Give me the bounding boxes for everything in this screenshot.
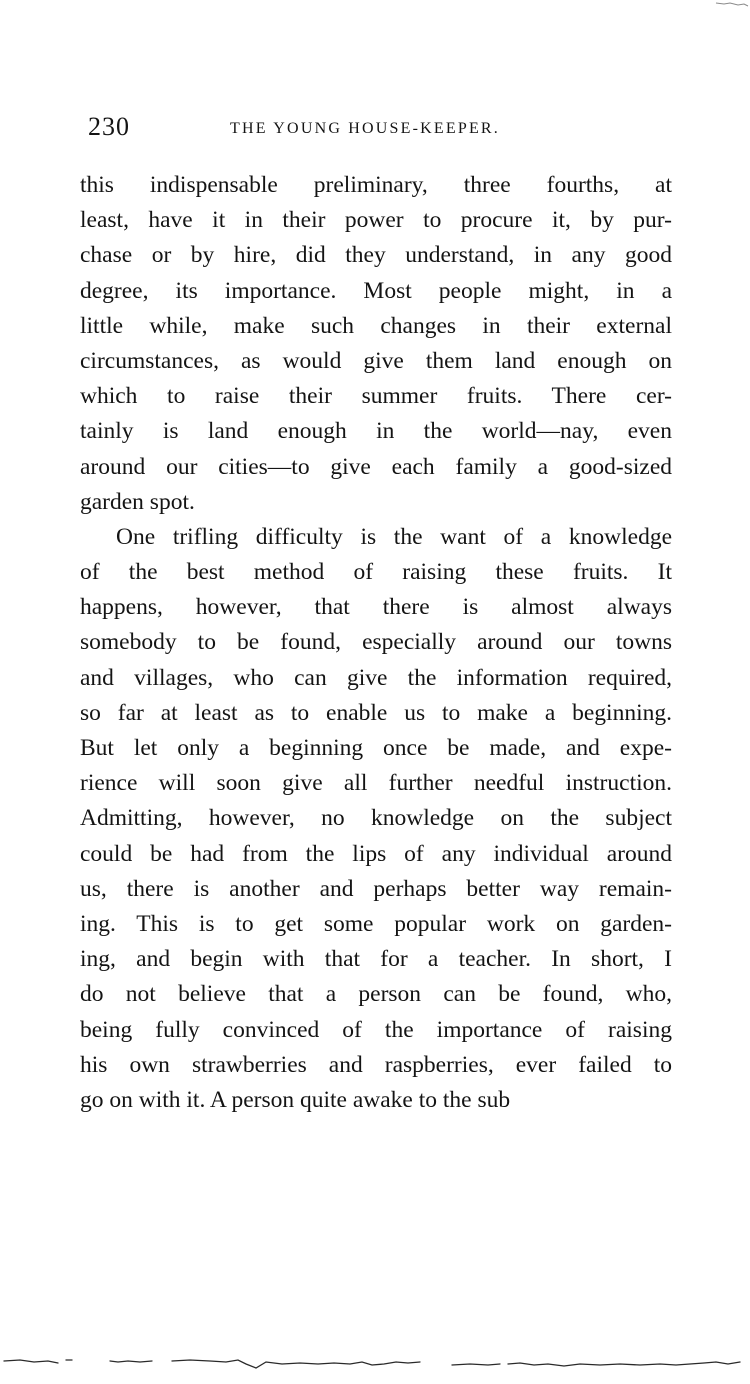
running-head: THE YOUNG HOUSE-KEEPER. (230, 120, 500, 137)
text-line: chase or by hire, did they understand, in any good (80, 242, 672, 269)
text-line: least, have it in their power to procure it, by pur- (80, 207, 672, 234)
text-line: this indispensable preliminary, three fourths, at (80, 172, 672, 198)
text-line: rience will soon give all further needful instruction. (80, 770, 672, 797)
text-line: little while, make such changes in their external (80, 312, 672, 339)
body-text (80, 168, 672, 1118)
text-line: which to raise their summer fruits. There cer- (80, 383, 672, 410)
text-line: us, there is another and perhaps better way remain- (80, 875, 672, 902)
text-line: being fully convinced of the importance of raising (80, 1016, 672, 1043)
text-line: his own strawberries and raspberries, ever failed to (80, 1051, 672, 1078)
text-line: somebody to be found, especially around our towns (80, 629, 672, 656)
text-line: could be had from the lips of any individual around (80, 840, 672, 867)
page-number: 230 (88, 112, 130, 141)
text-line: garden spot. (80, 488, 195, 515)
text-line: circumstances, as would give them land enough on (80, 347, 672, 374)
text-line: But let only a beginning once be made, and expe- (80, 735, 672, 761)
text-line: around our cities—to give each family a good-sized (80, 453, 672, 480)
scan-edge-noise (0, 1352, 750, 1372)
text-line: do not believe that a person can be found, who, (80, 981, 672, 1008)
page-header (88, 112, 674, 148)
text-line: degree, its importance. Most people might, in a (80, 277, 672, 304)
text-line: happens, however, that there is almost always (80, 594, 672, 621)
text-line: ing. This is to get some popular work on garden- (80, 910, 672, 937)
text-line: ing, and begin with that for a teacher. In short, I (80, 946, 672, 973)
text-line: so far at least as to enable us to make a beginning. (80, 699, 672, 726)
text-line: of the best method of raising these fruits. It (80, 559, 672, 586)
scan-corner-mark (710, 0, 750, 10)
text-line: tainly is land enough in the world—nay, even (80, 418, 672, 445)
text-line: One trifling difficulty is the want of a knowledge (116, 523, 672, 550)
text-line: Admitting, however, no knowledge on the subject (80, 805, 672, 832)
text-line: go on with it. A person quite awake to the sub (80, 1086, 511, 1113)
text-line: and villages, who can give the information required, (80, 664, 672, 691)
